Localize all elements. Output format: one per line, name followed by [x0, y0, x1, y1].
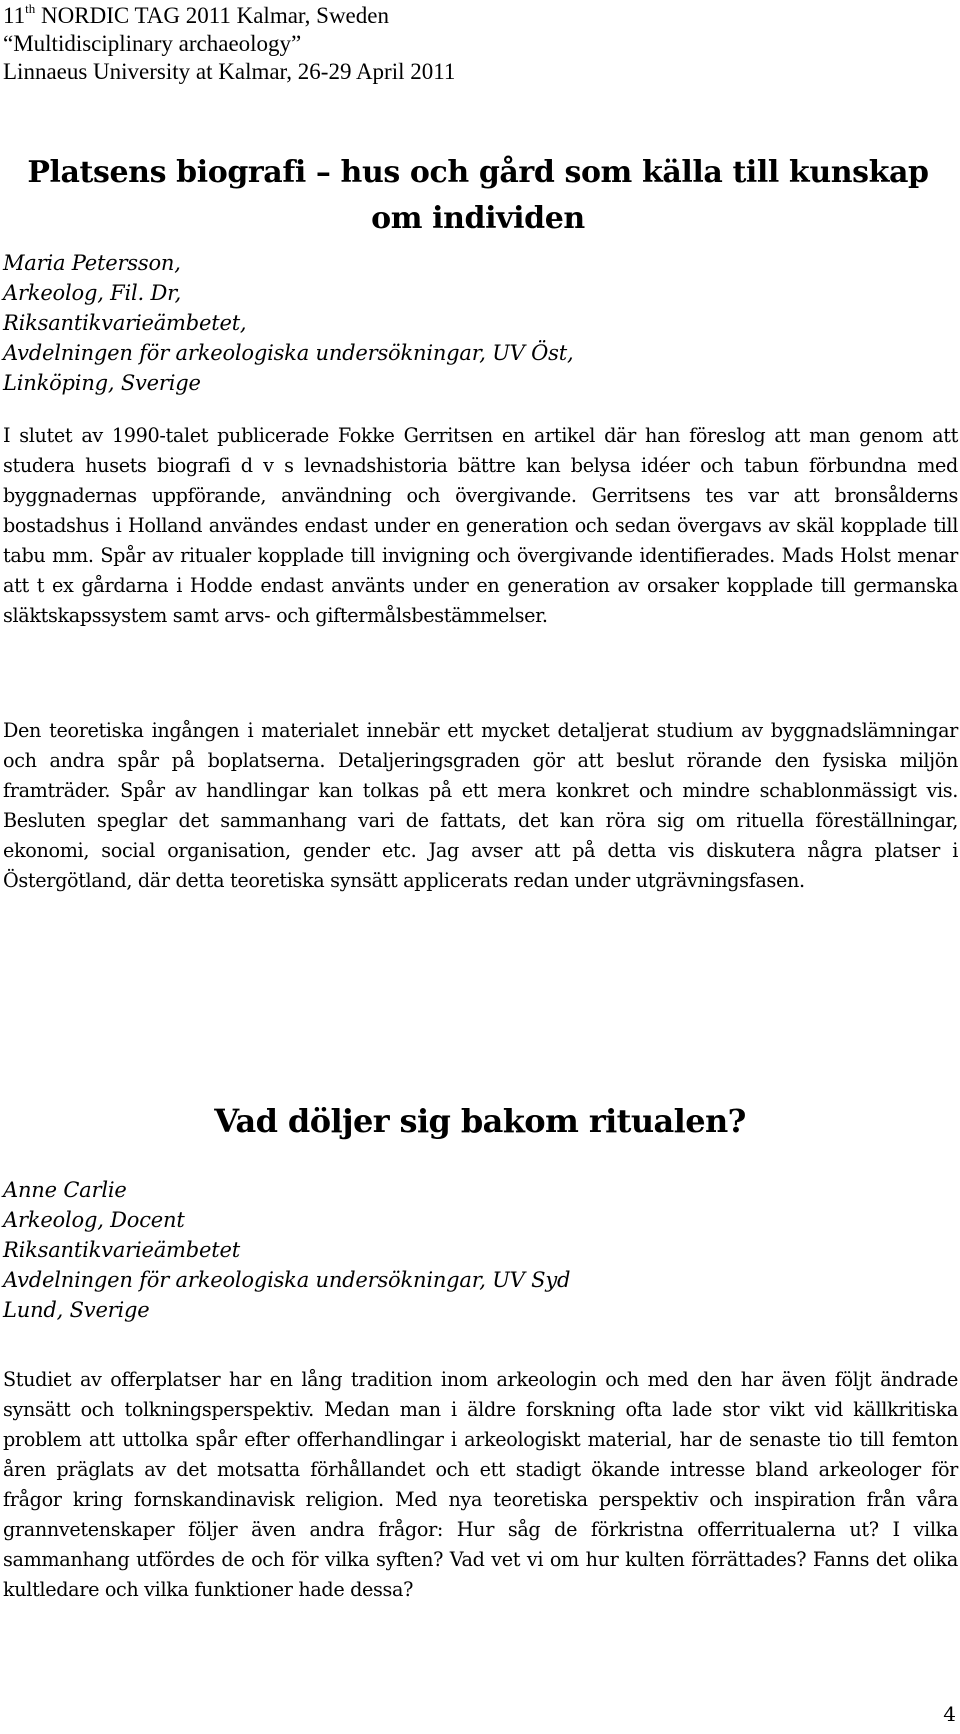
author-department: Avdelningen för arkeologiska undersökningar, UV Syd	[3, 1268, 571, 1292]
author-location: Lund, Sverige	[3, 1298, 150, 1322]
conference-title: NORDIC TAG 2011 Kalmar, Sweden	[35, 3, 389, 28]
ordinal-suffix: th	[25, 1, 36, 16]
author-name: Anne Carlie	[3, 1178, 127, 1202]
conference-venue: Linnaeus University at Kalmar, 26-29 April 2011	[3, 59, 456, 84]
conference-title-line	[3, 2, 455, 30]
author-name: Maria Petersson,	[3, 251, 181, 275]
author-title: Arkeolog, Fil. Dr,	[3, 281, 182, 305]
author-location: Linköping, Sverige	[3, 371, 201, 395]
edition-number: 11	[3, 3, 26, 28]
conference-header	[3, 2, 455, 86]
page-number: 4	[943, 1702, 956, 1726]
abstract-paragraph-2: Den teoretiska ingången i materialet innebär ett mycket detaljerat studium av byggnadslämningar och andra spår på boplatserna. Detaljeringsgraden gör att beslut rörande den fysiska miljön framträder. Spår av handlingar kan tolkas på ett mera konkret och mindre schablonmässigt vis. Besluten speglar det sammanhang vari de fattats, det kan röra sig om rituella föreställningar, ekonomi, social organisation, gender etc. Jag avser att på detta vis diskutera några platser i Östergötland, där detta teoretiska synsätt applicerats redan under utgrävningsfasen.	[3, 719, 958, 892]
author-organisation: Riksantikvarieämbetet	[3, 1238, 240, 1262]
article-title-1: Platsens biografi – hus och gård som källa till kunskap om individen	[27, 155, 929, 236]
author-block-1	[3, 248, 573, 398]
author-department: Avdelningen för arkeologiska undersökningar, UV Öst,	[3, 341, 574, 365]
abstract-paragraph-1: I slutet av 1990-talet publicerade Fokke Gerritsen en artikel där han föreslog att man genom att studera husets biografi d v s levnadshistoria bättre kan belysa idéer och tabun förbundna med byggnadernas uppförande, användning och övergivande. Gerritsens tes var att bronsålderns bostadshus i Holland användes endast under en generation och sedan övergavs av skäl kopplade till tabu mm. Spår av ritualer kopplade till invigning och övergivande identifierades. Mads Holst menar att t ex gårdarna i Hodde endast använts under en generation av orsaker kopplade till germanska släktskapssystem samt arvs- och giftermålsbestämmelser.	[3, 424, 958, 627]
author-block-2	[3, 1175, 570, 1325]
conference-theme: “Multidisciplinary archaeology”	[3, 31, 302, 56]
author-title: Arkeolog, Docent	[3, 1208, 185, 1232]
author-organisation: Riksantikvarieämbetet,	[3, 311, 247, 335]
article-title-2: Vad döljer sig bakom ritualen?	[214, 1102, 746, 1140]
abstract-paragraph-3: Studiet av offerplatser har en lång tradition inom arkeologin och med den har även följt ändrade synsätt och tolkningsperspektiv. Medan man i äldre forskning ofta lade stor vikt vid källkritiska problem att uttolka spår efter offerhandlingar i arkeologiskt material, har de senaste tio till femton åren präglats av det motsatta förhållandet och ett stadigt ökande intresse bland arkeologer för frågor kring fornskandinavisk religion. Med nya teoretiska perspektiv och inspiration från våra grannvetenskaper följer även andra frågor: Hur såg de förkristna offerritualerna ut? I vilka sammanhang utfördes de och för vilka syften? Vad vet vi om hur kulten förrättades? Fanns det olika kultledare och vilka funktioner hade dessa?	[3, 1368, 958, 1601]
